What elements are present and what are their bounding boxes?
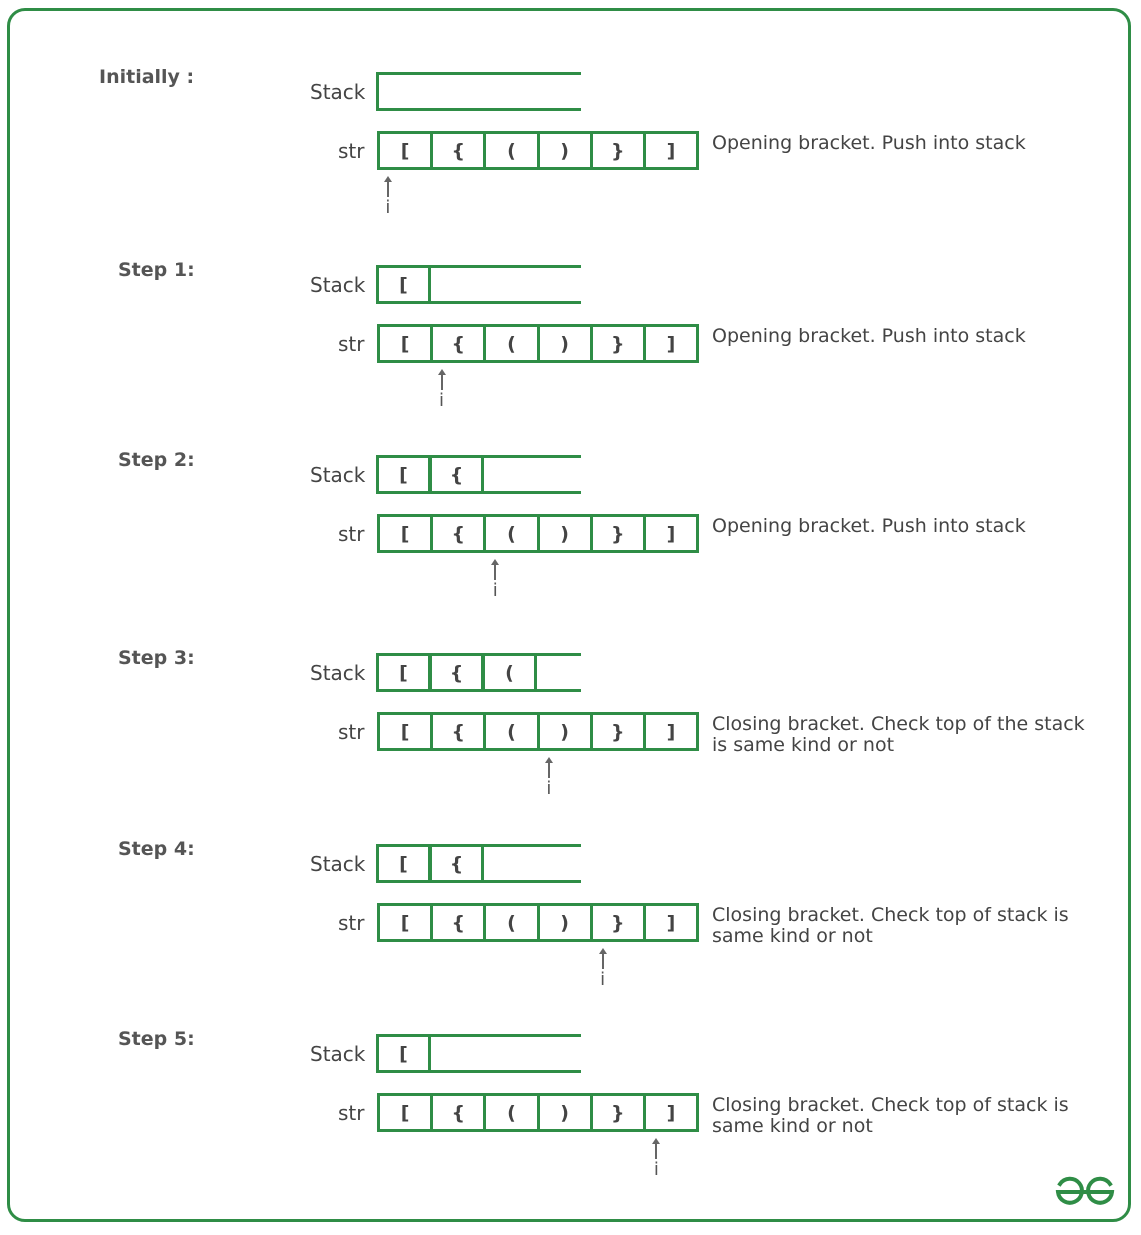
str-cell: [ [400,911,410,934]
str-cell: ) [537,1096,590,1129]
step-note [712,714,1085,756]
str-label: str [338,720,365,744]
note-line: Closing bracket. Check top of the stack [712,713,1085,735]
note-line: Opening bracket. Push into stack [712,325,1026,347]
str-cell: ( [483,1096,536,1129]
str-label: str [338,522,365,546]
str-array [377,712,699,751]
step-title: Step 3: [118,647,195,669]
stack-label: Stack [310,80,366,104]
step-title: Step 4: [118,838,195,860]
stack-container [376,265,581,304]
step-title: Initially : [99,66,195,88]
stack-label: Stack [310,852,366,876]
stack-cell: [ [376,653,431,692]
stack-container [376,72,581,111]
str-cell: ] [643,327,696,360]
stack-cell: [ [376,1034,431,1073]
str-cell: } [590,1096,643,1129]
step-note [712,326,1026,347]
note-line: same kind or not [712,925,873,947]
str-cell: } [590,134,643,167]
str-cell: ( [483,906,536,939]
note-line: Closing bracket. Check top of stack is [712,1094,1069,1116]
stack-label: Stack [310,661,366,685]
str-cell: ) [537,327,590,360]
str-label: str [338,911,365,935]
str-cell: ) [537,715,590,748]
stack-cell: { [429,844,484,883]
note-line: Opening bracket. Push into stack [712,515,1026,537]
step-note [712,133,1026,154]
pointer-label: i [439,390,445,411]
str-array [377,1093,699,1132]
step-note [712,516,1026,537]
stack-cell: [ [376,844,431,883]
str-cell: { [430,517,483,550]
str-label: str [338,139,365,163]
step-note [712,905,1069,947]
str-cell: [ [400,139,410,162]
pointer-label: i [653,1159,659,1180]
stack-container [376,844,581,883]
str-cell: } [590,517,643,550]
str-array [377,514,699,553]
str-cell: } [590,327,643,360]
pointer-label: i [385,197,391,218]
note-line: Closing bracket. Check top of stack is [712,904,1069,926]
str-cell: { [430,134,483,167]
str-cell: ( [483,517,536,550]
step-title: Step 5: [118,1028,195,1050]
str-cell: ] [643,715,696,748]
stack-cell: [ [376,265,431,304]
stack-cell: { [429,455,484,494]
stack-label: Stack [310,273,366,297]
pointer-label: i [600,969,606,990]
str-cell: [ [400,1101,410,1124]
step-title: Step 1: [118,259,195,281]
pointer-label: i [492,580,498,601]
note-line: same kind or not [712,1115,873,1137]
str-array [377,903,699,942]
pointer-arrow [489,557,501,599]
str-cell: { [430,906,483,939]
gfg-logo-icon [1054,1172,1116,1212]
str-cell: { [430,1096,483,1129]
str-cell: ) [537,134,590,167]
str-cell: ] [643,517,696,550]
note-line: Opening bracket. Push into stack [712,132,1026,154]
stack-container [376,455,581,494]
str-label: str [338,332,365,356]
str-cell: ) [537,906,590,939]
step-note [712,1095,1069,1137]
str-cell: ( [483,327,536,360]
stack-cell: ( [482,653,537,692]
stack-label: Stack [310,463,366,487]
str-cell: } [590,906,643,939]
note-line: is same kind or not [712,734,895,756]
stack-container [376,1034,581,1073]
pointer-label: i [546,778,552,799]
stack-cell: { [429,653,484,692]
pointer-arrow [382,174,394,216]
pointer-arrow [543,755,555,797]
pointer-arrow [597,946,609,988]
str-cell: ] [643,906,696,939]
str-cell: ( [483,134,536,167]
str-label: str [338,1101,365,1125]
str-cell: ] [643,1096,696,1129]
str-array [377,131,699,170]
str-cell: { [430,715,483,748]
str-cell: ( [483,715,536,748]
str-cell: ] [643,134,696,167]
str-array [377,324,699,363]
str-cell: } [590,715,643,748]
pointer-arrow [436,367,448,409]
str-cell: { [430,327,483,360]
stack-label: Stack [310,1042,366,1066]
str-cell: [ [400,720,410,743]
stack-container [376,653,581,692]
stack-cell: [ [376,455,431,494]
str-cell: [ [400,332,410,355]
pointer-arrow [650,1136,662,1178]
step-title: Step 2: [118,449,195,471]
str-cell: ) [537,517,590,550]
str-cell: [ [400,522,410,545]
